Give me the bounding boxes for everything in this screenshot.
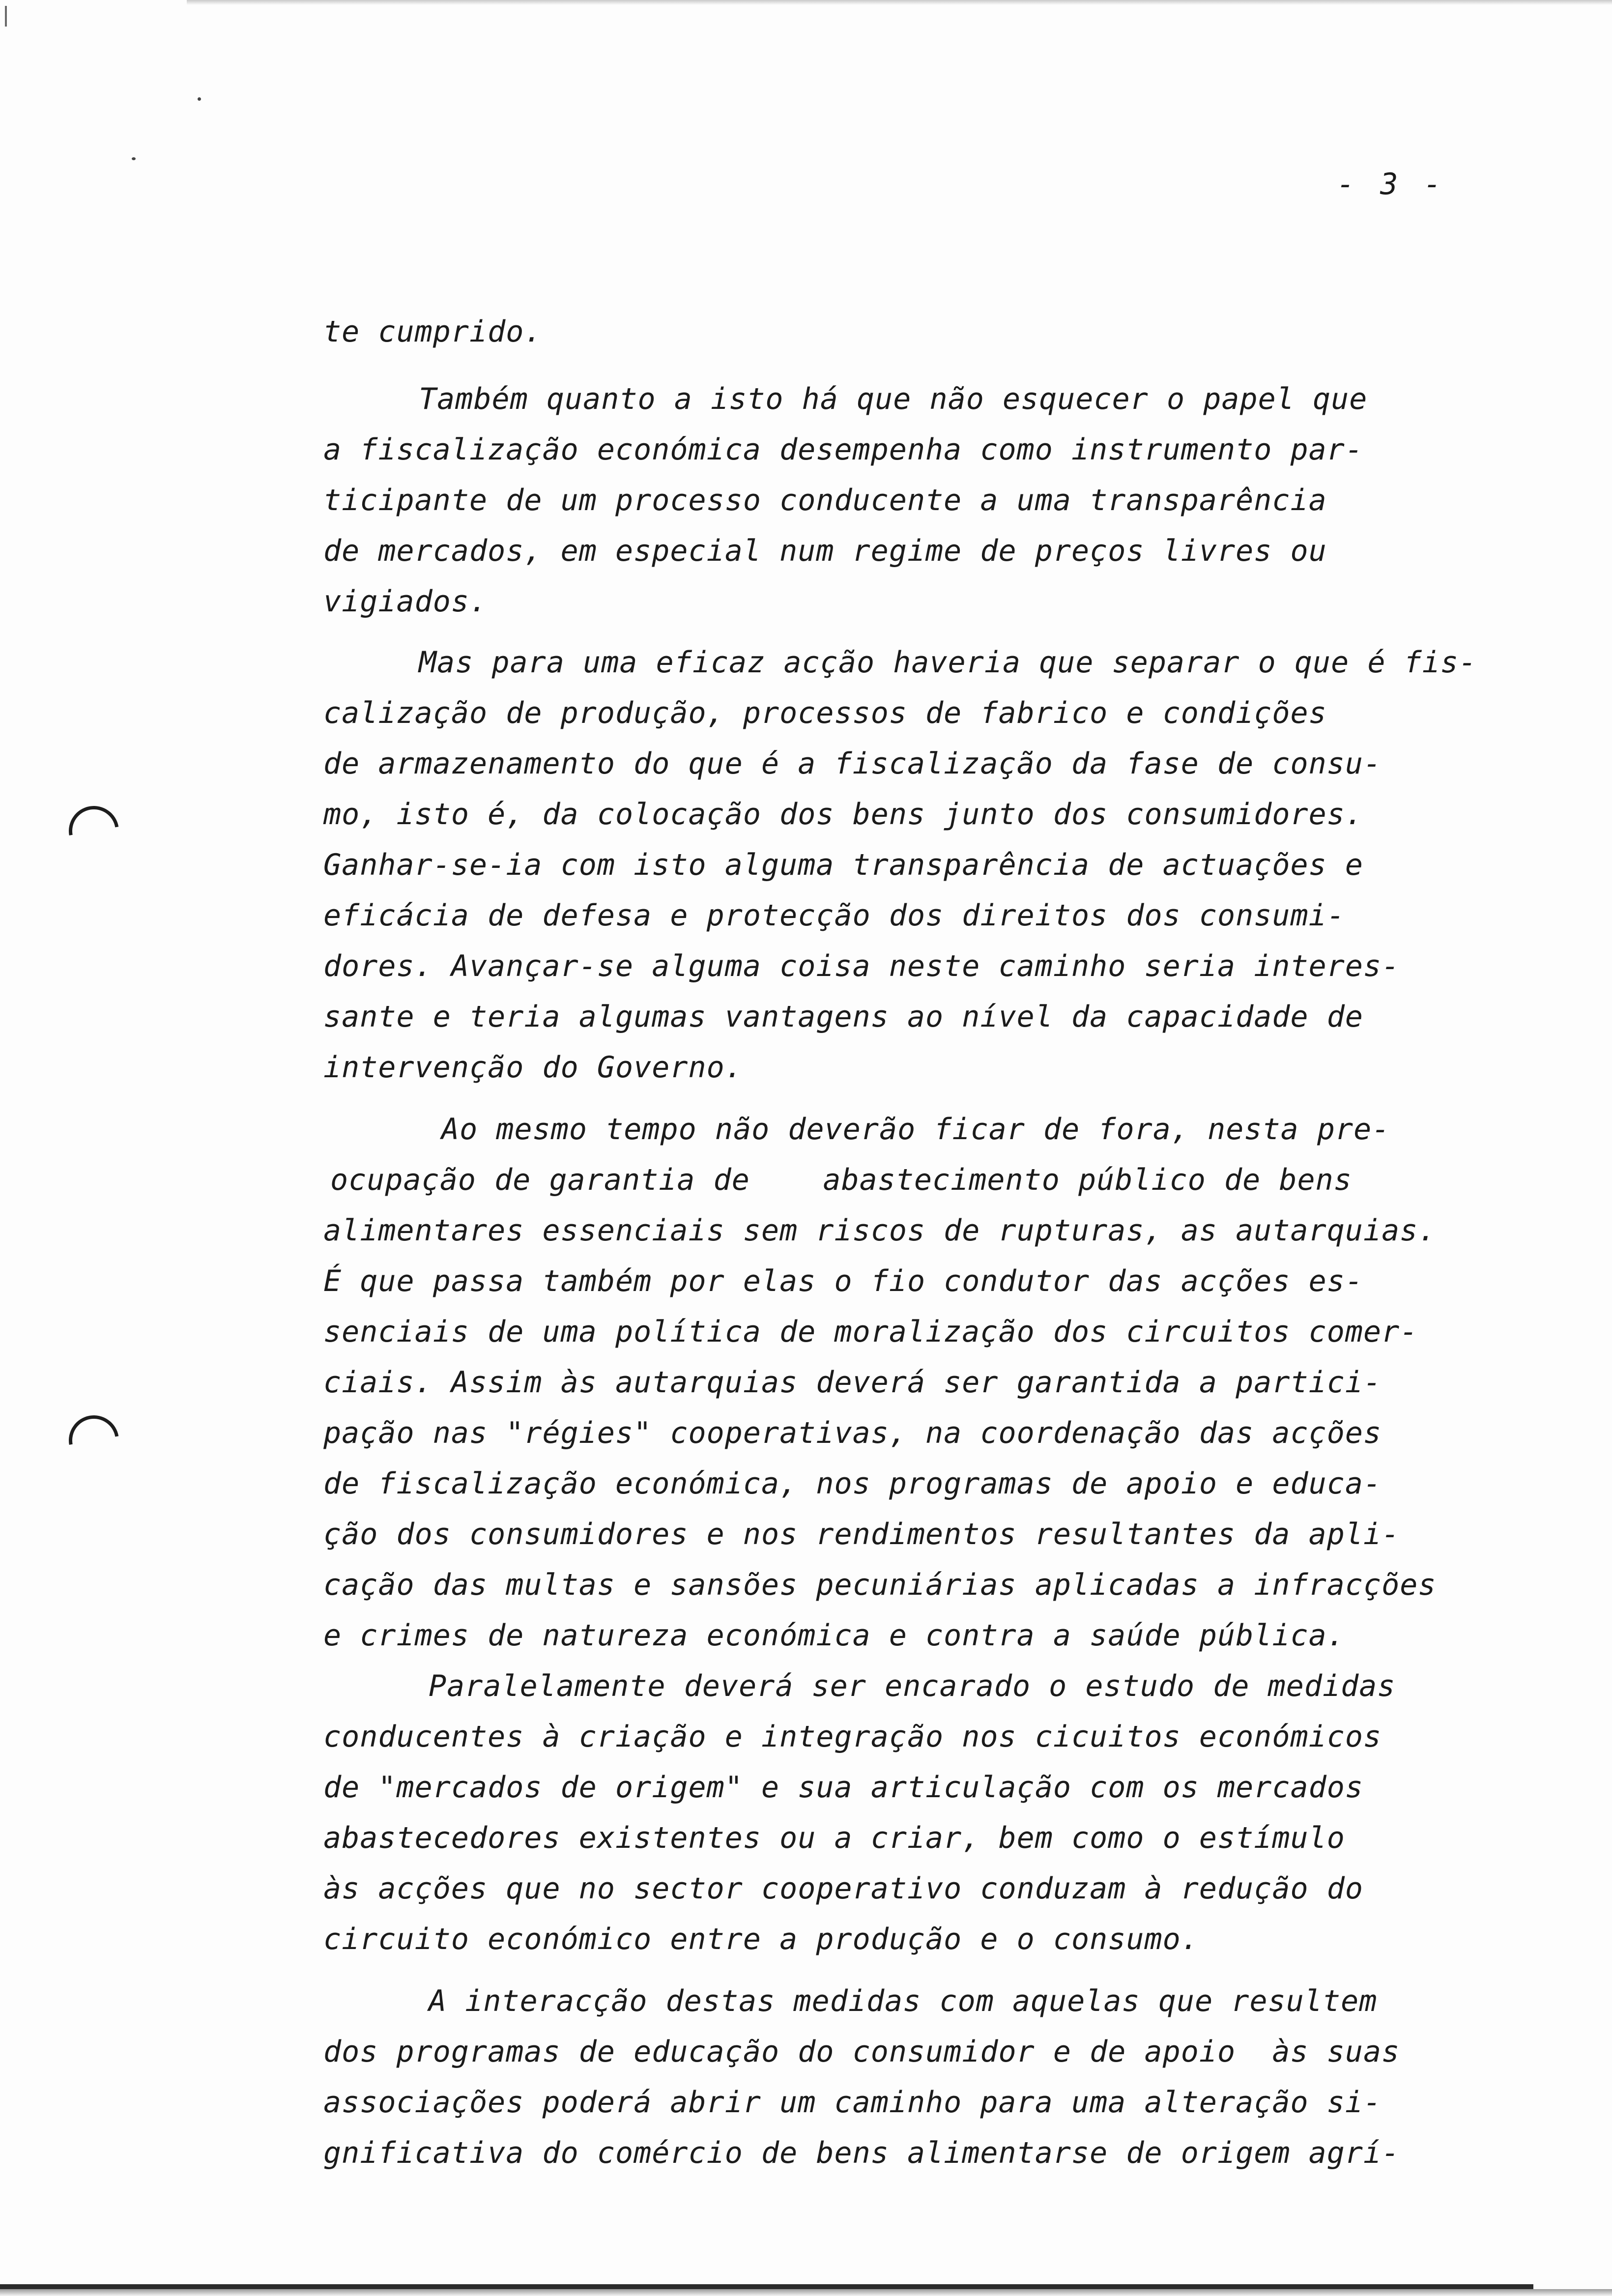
text-line: gnificativa do comércio de bens alimentarse de origem agrí- — [323, 2136, 1400, 2170]
text-line: pação nas "régies" cooperativas, na coordenação das acções — [323, 1416, 1382, 1450]
text-line: de "mercados de origem" e sua articulação com os mercados — [323, 1770, 1364, 1805]
text-line: dos programas de educação do consumidor e de apoio às suas — [323, 2035, 1400, 2069]
text-line: te cumprido. — [323, 315, 543, 349]
text-line: intervenção do Governo. — [323, 1050, 743, 1085]
text-line: É que passa também por elas o fio condutor das acções es- — [323, 1264, 1364, 1298]
punch-hole-upper — [59, 796, 129, 866]
text-line: às acções que no sector cooperativo conduzam à redução do — [323, 1871, 1364, 1906]
text-line: ocupação de garantia de abastecimento público de bens — [330, 1163, 1352, 1197]
text-line: calização de produção, processos de fabrico e condições — [323, 696, 1327, 730]
text-line: a fiscalização económica desempenha como instrumento par- — [323, 432, 1364, 467]
text-line: Ganhar-se-ia com isto alguma transparência de actuações e — [323, 848, 1364, 882]
text-line: eficácia de defesa e protecção dos direitos dos consumi- — [323, 898, 1345, 933]
text-line: A interacção destas medidas com aquelas que resultem — [429, 1984, 1378, 2018]
text-line: Também quanto a isto há que não esquecer o papel que — [419, 382, 1368, 416]
text-line: abastecedores existentes ou a criar, bem como o estímulo — [323, 1821, 1345, 1855]
punch-hole-lower — [59, 1406, 129, 1475]
text-line: Mas para uma eficaz acção haveria que separar o que é fis- — [419, 645, 1477, 680]
text-line: ção dos consumidores e nos rendimentos resultantes da apli- — [323, 1517, 1400, 1551]
text-line: cação das multas e sansões pecuniárias aplicadas a infracções — [323, 1568, 1437, 1602]
text-line: circuito económico entre a produção e o consumo. — [323, 1922, 1199, 1956]
text-line: ciais. Assim às autarquias deverá ser garantida a partici- — [323, 1365, 1382, 1400]
scan-speck — [198, 97, 201, 101]
text-line: sante e teria algumas vantagens ao nível da capacidade de — [323, 1000, 1364, 1034]
text-line: dores. Avançar-se alguma coisa neste caminho seria interes- — [323, 949, 1400, 983]
text-line: conducentes à criação e integração nos cicuitos económicos — [323, 1720, 1382, 1754]
text-line: e crimes de natureza económica e contra a saúde pública. — [323, 1618, 1345, 1653]
scan-bottom-edge — [0, 2284, 1533, 2289]
page-number: - 3 - — [1337, 167, 1445, 201]
text-line: ticipante de um processo conducente a uma transparência — [323, 483, 1327, 517]
text-line: senciais de uma política de moralização dos circuitos comer- — [323, 1315, 1418, 1349]
text-line: associações poderá abrir um caminho para uma alteração si- — [323, 2085, 1382, 2120]
text-line: vigiados. — [323, 584, 488, 619]
text-line: alimentares essenciais sem riscos de rupturas, as autarquias. — [323, 1213, 1437, 1248]
scan-speck — [132, 157, 136, 160]
text-line: Ao mesmo tempo não deverão ficar de fora, nesta pre- — [441, 1112, 1390, 1147]
scan-top-shadow — [187, 0, 1612, 5]
text-line: de mercados, em especial num regime de preços livres ou — [323, 534, 1327, 568]
scan-bottom-shadow — [0, 2289, 1612, 2296]
text-line: mo, isto é, da colocação dos bens junto dos consumidores. — [323, 797, 1364, 832]
text-line: de armazenamento do que é a fiscalização da fase de consu- — [323, 746, 1382, 781]
text-line: Paralelamente deverá ser encarado o estudo de medidas — [429, 1669, 1396, 1703]
text-line: de fiscalização económica, nos programas de apoio e educa- — [323, 1466, 1382, 1501]
scan-left-mark — [5, 6, 7, 27]
